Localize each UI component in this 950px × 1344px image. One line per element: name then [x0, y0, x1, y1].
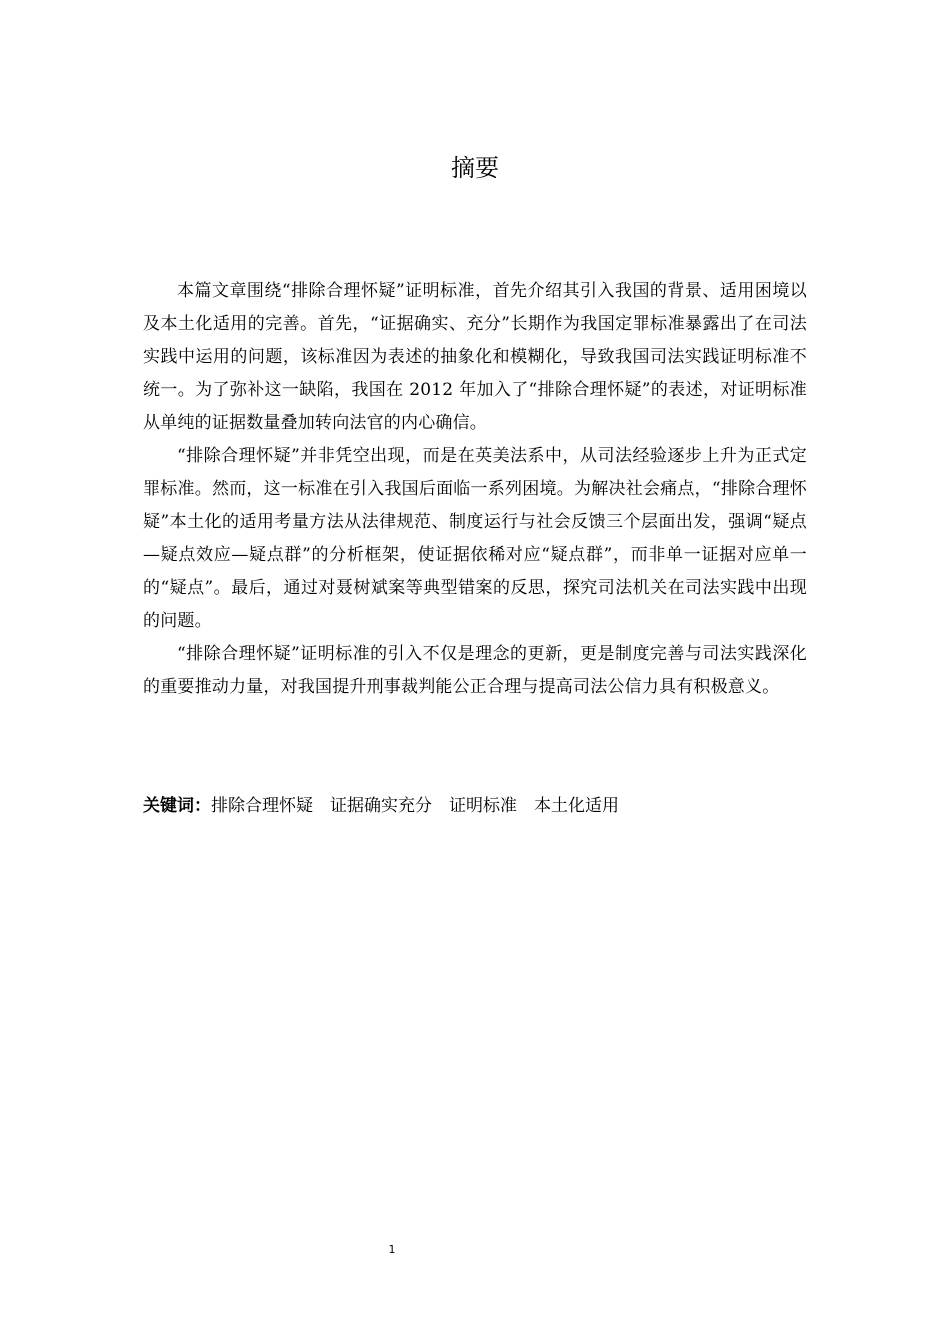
abstract-paragraph-3: “排除合理怀疑”证明标准的引入不仅是理念的更新，更是制度完善与司法实践深化的重要推动力量，对我国提升刑事裁判能公正合理与提高司法公信力具有积极意义。 — [143, 644, 807, 697]
keyword-item: 本土化适用 — [534, 796, 619, 816]
keyword-item: 证据确实充分 — [330, 796, 432, 816]
keyword-item: 证明标准 — [449, 796, 517, 816]
abstract-paragraph-1: 本篇文章围绕“排除合理怀疑”证明标准，首先介绍其引入我国的背景、适用困境以及本土化适用的完善。首先，“证据确实、充分”长期作为我国定罪标准暴露出了在司法实践中运用的问题，该标准因为表述的抽象化和模糊化，导致我国司法实践证明标准不统一。为了弥补这一缺陷，我国在 2012 年加入了“排除合理怀疑”的表述，对证明标准从单纯的证据数量叠加转向法官的内心确信。 — [143, 281, 807, 433]
page-number: 1 — [388, 1243, 396, 1256]
keyword-item: 排除合理怀疑 — [211, 796, 313, 816]
page-title: 摘要 — [451, 154, 499, 182]
keywords-label: 关键词： — [143, 796, 211, 816]
abstract-paragraph-2: “排除合理怀疑”并非凭空出现，而是在英美法系中，从司法经验逐步上升为正式定罪标准。然而，这一标准在引入我国后面临一系列困境。为解决社会痛点，“排除合理怀疑”本土化的适用考量方法从法律规范、制度运行与社会反馈三个层面出发，强调“疑点—疑点效应—疑点群”的分析框架，使证据依稀对应“疑点群”，而非单一证据对应单一的“疑点”。最后，通过对聂树斌案等典型错案的反思，探究司法机关在司法实践中出现的问题。 — [143, 446, 807, 631]
keywords-line — [143, 790, 807, 823]
abstract-body — [143, 275, 807, 704]
